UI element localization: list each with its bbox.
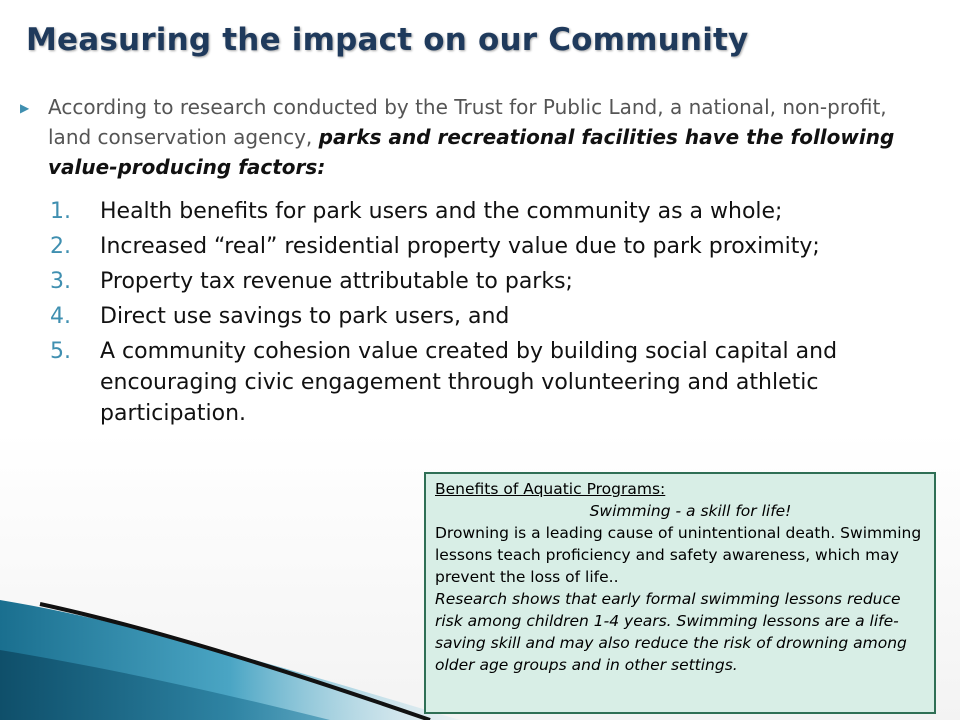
list-item (50, 231, 930, 262)
list-item (50, 336, 930, 429)
list-text: Health benefits for park users and the community as a whole; (100, 199, 783, 224)
list-text: Direct use savings to park users, and (100, 304, 510, 329)
list-item (50, 301, 930, 332)
value-factors-list (50, 196, 930, 433)
list-item (50, 266, 930, 297)
list-text: Increased “real” residential property value due to park proximity; (100, 234, 820, 259)
list-text: Property tax revenue attributable to parks; (100, 269, 573, 294)
list-number: 1. (50, 199, 71, 224)
callout-tagline: Swimming - a skill for life! (589, 502, 792, 520)
list-number: 5. (50, 339, 71, 364)
list-number: 2. (50, 234, 71, 259)
intro-paragraph (20, 92, 925, 182)
list-number: 3. (50, 269, 71, 294)
intro-emphasis: parks and recreational facilities have the following value-producing factors: (48, 125, 895, 179)
callout-heading: Benefits of Aquatic Programs: (435, 480, 666, 498)
slide-title: Measuring the impact on our Community (26, 22, 749, 58)
aquatic-benefits-callout (424, 472, 936, 714)
list-text: A community cohesion value created by building social capital and encouraging civic engagement through volunteering and athletic participation. (100, 339, 838, 426)
list-item (50, 196, 930, 227)
triangle-right-icon: ▶ (20, 101, 30, 115)
callout-research: Research shows that early formal swimming lessons reduce risk among children 1-4 years. Swimming lessons are a life-saving skill and may also reduce the risk of drowning among older age groups and in other settings. (435, 590, 907, 674)
intro-text (48, 92, 925, 182)
intro-plain: According to research conducted by the Trust for Public Land, a national, non-profit, land conservation agency, (48, 95, 887, 149)
list-number: 4. (50, 304, 71, 329)
callout-body: Drowning is a leading cause of unintentional death. Swimming lessons teach proficiency and safety awareness, which may prevent the loss of life.. (435, 524, 922, 586)
decorative-swoosh (0, 580, 460, 720)
